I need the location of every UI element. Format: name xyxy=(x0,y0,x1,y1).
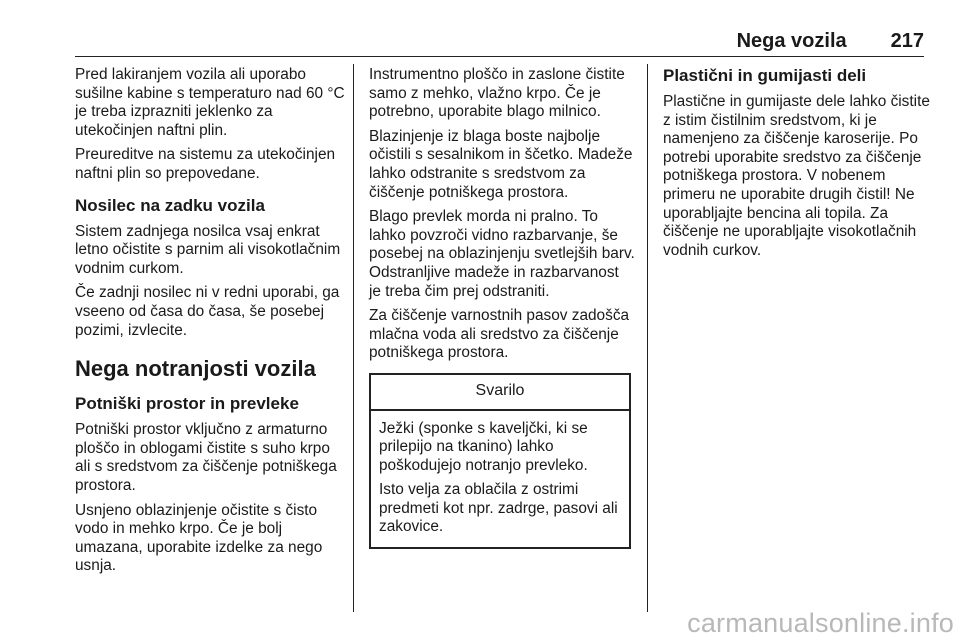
paragraph-lpg-modifications: Preureditve na sistemu za utekočinjen naftni plin so prepovedane. xyxy=(75,146,336,182)
heading-passenger-compartment: Potniški prostor in prevleke xyxy=(75,394,299,414)
paragraph-rear-carrier-cleaning: Sistem zadnjega nosilca vsaj enkrat letno očistite s parnim ali visokotlačnim vodnim curkom. xyxy=(75,222,341,277)
warning-body xyxy=(371,411,629,548)
paragraph-compartment-cleaning: Potniški prostor vključno z armaturno ploščo in oblogami čistite s suho krpo ali s sredstvom za čiščenje potniškega prostora. xyxy=(75,421,337,494)
page-header xyxy=(75,30,924,53)
warning-paragraph-velcro: Ježki (sponke s kaveljčki, ki se prilepijo na tkanino) lahko poškodujejo notranjo prevleko. xyxy=(379,419,588,474)
paragraph-instrument-panel: Instrumentno ploščo in zaslone čistite samo z mehko, vlažno krpo. Če je potrebno, uporabite blago milnico. xyxy=(369,66,625,121)
paragraph-cover-fabric: Blago prevlek morda ni pralno. To lahko povzroči vidno razbarvanje, še posebej na oblazinjenju svetlejših barv. Odstranljive madeže in razbarvanost je treba čim prej odstraniti. xyxy=(369,208,635,300)
warning-paragraph-clothing: Isto velja za oblačila z ostrimi predmeti kot npr. zadrge, pasovi ali zakovice. xyxy=(379,481,618,536)
warning-box xyxy=(369,373,631,549)
section-title: Nega vozila xyxy=(736,30,847,52)
paragraph-fabric-upholstery: Blazinjenje iz blaga boste najbolje očistili s sesalnikom in ščetko. Madeže lahko odstranite s sredstvom za čiščenje potniškega prostora. xyxy=(369,127,633,201)
paragraph-seat-belts: Za čiščenje varnostnih pasov zadošča mlačna voda ali sredstvo za čiščenje potniškega prostora. xyxy=(369,307,630,362)
page-number: 217 xyxy=(890,30,924,52)
column-middle xyxy=(369,66,635,549)
watermark: carmanualsonline.info xyxy=(687,608,954,638)
column-left xyxy=(75,66,345,582)
header-divider xyxy=(75,56,924,57)
heading-interior-care: Nega notranjosti vozila xyxy=(75,356,316,382)
heading-plastic-rubber-parts: Plastični in gumijasti deli xyxy=(663,66,867,85)
paragraph-leather-cleaning: Usnjeno oblazinjenje očistite s čisto vodo in mehko krpo. Če je bolj umazana, uporabite izdelke za nego usnja. xyxy=(75,501,323,575)
paragraph-plastic-rubber-cleaning: Plastične in gumijaste dele lahko čistite z istim čistilnim sredstvom, ki je namenjeno za čiščenje karoserije. Po potrebi uporabite sredstvo za čiščenje potniškega prostora. V nobenem primeru ne uporabite drugih čistil! Ne uporabljajte bencina ali topila. Za čiščenje ne uporabljajte visokotlačnih vodnih curkov. xyxy=(663,93,930,259)
column-divider-2 xyxy=(647,64,648,612)
paragraph-rear-carrier-use: Če zadnji nosilec ni v redni uporabi, ga vseeno od časa do časa, še posebej pozimi, izvlecite. xyxy=(75,284,340,339)
column-right xyxy=(663,66,933,266)
heading-rear-carrier: Nosilec na zadku vozila xyxy=(75,195,265,215)
paragraph-lpg-painting: Pred lakiranjem vozila ali uporabo sušilne kabine s temperaturo nad 60 °C je treba izprazniti jeklenko za utekočinjen naftni plin. xyxy=(75,66,345,139)
column-divider-1 xyxy=(353,64,354,612)
warning-title: Svarilo xyxy=(371,375,629,411)
